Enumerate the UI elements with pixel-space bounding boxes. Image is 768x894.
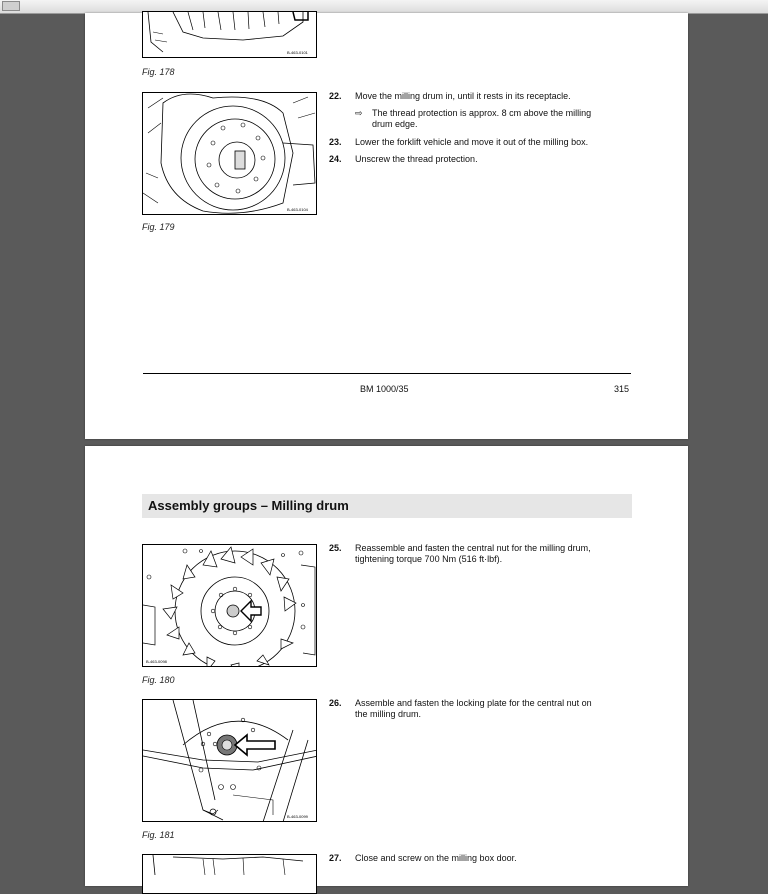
footer-page-number: 315 <box>614 384 630 394</box>
figure-179-code: B-463-0104 <box>287 207 308 212</box>
note-arrow-icon: ⇨ <box>355 108 363 118</box>
figure-178-image <box>142 11 317 58</box>
figure-180-caption: Fig. 180 <box>142 675 175 685</box>
note-text-line2: drum edge. <box>372 119 418 129</box>
step-number: 26. <box>329 698 342 708</box>
step-text-line1: Assemble and fasten the locking plate for the central nut on <box>355 698 592 708</box>
step-number: 22. <box>329 91 342 101</box>
figure-180-code: B-463-0098 <box>146 659 167 664</box>
figure-179-image <box>142 92 317 215</box>
toolbar-icon[interactable] <box>2 1 20 11</box>
section-header <box>142 494 632 518</box>
document-page-316 <box>85 446 688 886</box>
figure-181-image <box>142 699 317 822</box>
figure-182-image <box>142 854 317 894</box>
step-text-line1: Reassemble and fasten the central nut for the milling drum, <box>355 543 591 553</box>
step-number: 23. <box>329 137 342 147</box>
step-text: Unscrew the thread protection. <box>355 154 478 164</box>
figure-178-code: B-463-0101 <box>287 50 308 55</box>
footer-document-number: BM 1000/35 <box>360 384 409 394</box>
step-text: Lower the forklift vehicle and move it out of the milling box. <box>355 137 589 147</box>
step-number: 25. <box>329 543 342 553</box>
viewer-toolbar <box>0 0 768 14</box>
step-text-line2: the milling drum. <box>355 709 422 719</box>
section-title: Assembly groups – Milling drum <box>148 498 349 513</box>
figure-180-image <box>142 544 317 667</box>
figure-178-caption: Fig. 178 <box>142 67 175 77</box>
note-text-line1: The thread protection is approx. 8 cm above the milling <box>372 108 592 118</box>
step-text: Move the milling drum in, until it rests in its receptacle. <box>355 91 571 101</box>
document-page-315 <box>85 13 688 439</box>
figure-181-caption: Fig. 181 <box>142 830 175 840</box>
figure-181-code: B-463-0099 <box>287 814 308 819</box>
figure-179-caption: Fig. 179 <box>142 222 175 232</box>
footer-rule <box>143 373 631 374</box>
step-number: 27. <box>329 853 342 863</box>
step-number: 24. <box>329 154 342 164</box>
step-text-line2: tightening torque 700 Nm (516 ft·lbf). <box>355 554 503 564</box>
step-text-line1: Close and screw on the milling box door. <box>355 853 517 863</box>
